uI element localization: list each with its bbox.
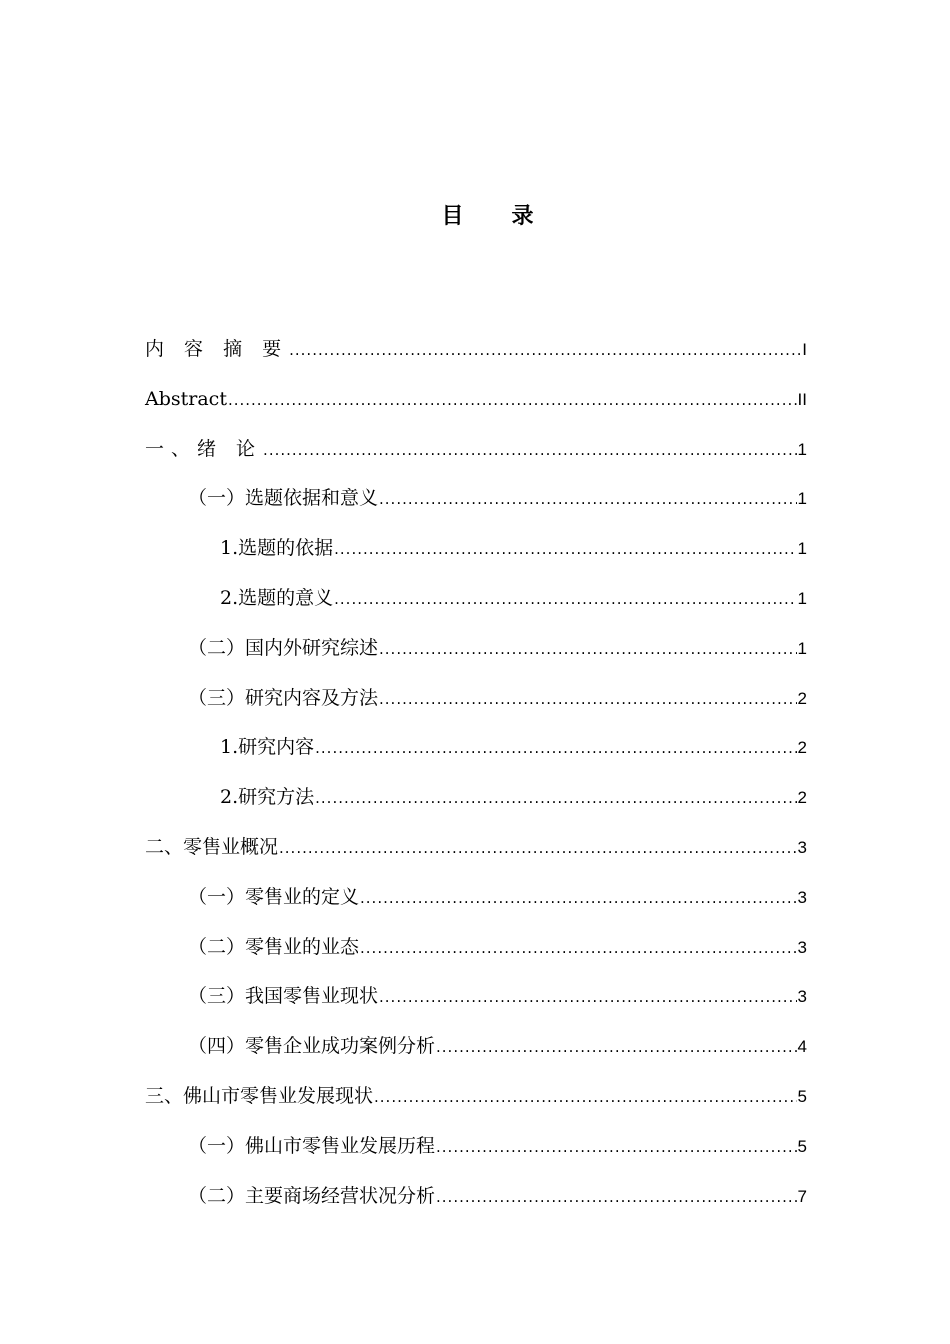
toc-entry[interactable] <box>145 333 807 383</box>
toc-entry[interactable] <box>145 781 807 831</box>
toc-dot-leader <box>360 882 797 914</box>
toc-title <box>0 199 950 230</box>
toc-entry-label: Abstract <box>145 387 227 410</box>
toc-page-number: 2 <box>797 788 807 808</box>
toc-dot-leader <box>436 1181 797 1213</box>
toc-dot-leader <box>379 483 797 515</box>
toc-entry-label: （三）我国零售业现状 <box>188 985 379 1008</box>
toc-page-number: 3 <box>797 987 807 1007</box>
toc-entry[interactable] <box>145 632 807 682</box>
toc-dot-leader <box>436 1031 797 1063</box>
toc-page-number: 1 <box>797 539 807 559</box>
toc-dot-leader <box>360 932 797 964</box>
toc-entry[interactable] <box>145 881 807 931</box>
toc-entry-label: 2.选题的意义 <box>220 586 334 609</box>
toc-entry-label: 三、佛山市零售业发展现状 <box>145 1084 374 1107</box>
toc-dot-leader <box>315 732 796 764</box>
toc-dot-leader <box>315 782 796 814</box>
toc-page-number: 4 <box>797 1037 807 1057</box>
toc-page-number: I <box>802 340 807 359</box>
toc-entry[interactable] <box>145 433 807 483</box>
toc-entry[interactable] <box>145 383 807 433</box>
toc-page-number: 1 <box>797 489 807 509</box>
toc-entry[interactable] <box>145 482 807 532</box>
toc-entry[interactable] <box>145 1080 807 1130</box>
toc-page-number: 3 <box>797 887 807 907</box>
toc-dot-leader <box>334 583 796 615</box>
toc-entry[interactable] <box>145 1180 807 1230</box>
toc-entry-label: 二、零售业概况 <box>145 835 279 858</box>
toc-page-number: II <box>797 389 807 409</box>
toc-entry[interactable] <box>145 731 807 781</box>
toc-list <box>145 333 807 1229</box>
toc-entry-label: （四）零售企业成功案例分析 <box>188 1035 436 1058</box>
toc-entry-label: （二）国内外研究综述 <box>188 636 379 659</box>
toc-dot-leader <box>379 633 797 665</box>
toc-dot-leader <box>379 981 797 1013</box>
toc-dot-leader <box>379 683 797 715</box>
toc-entry[interactable] <box>145 582 807 632</box>
toc-page-number: 1 <box>797 588 807 608</box>
toc-dot-leader <box>228 384 797 416</box>
toc-entry[interactable] <box>145 1130 807 1180</box>
toc-page-number: 7 <box>797 1186 807 1206</box>
toc-entry-label: 内 容 摘 要 <box>145 338 289 360</box>
toc-title-char: 录 <box>511 202 534 229</box>
toc-page-number: 1 <box>797 439 807 459</box>
toc-entry-label: （一）佛山市零售业发展历程 <box>188 1134 436 1157</box>
toc-entry[interactable] <box>145 682 807 732</box>
toc-title-char: 目 <box>441 202 464 229</box>
toc-page-number: 5 <box>797 1086 807 1106</box>
toc-entry-label: 一、绪 论 <box>145 437 263 460</box>
toc-entry-label: 2.研究方法 <box>220 786 315 809</box>
toc-page-number: 2 <box>797 688 807 708</box>
toc-page-number: 1 <box>797 638 807 658</box>
toc-page-number: 5 <box>797 1136 807 1156</box>
toc-dot-leader <box>334 533 796 565</box>
toc-dot-leader <box>289 334 801 366</box>
toc-dot-leader <box>279 832 797 864</box>
toc-entry[interactable] <box>145 980 807 1030</box>
toc-page-number: 3 <box>797 837 807 857</box>
toc-entry-label: （二）零售业的业态 <box>188 935 360 958</box>
toc-entry-label: 1.研究内容 <box>220 736 315 759</box>
toc-dot-leader <box>436 1131 797 1163</box>
toc-entry-label: 1.选题的依据 <box>220 537 334 560</box>
toc-entry[interactable] <box>145 1030 807 1080</box>
toc-page-number: 3 <box>797 937 807 957</box>
toc-page-number: 2 <box>797 738 807 758</box>
toc-entry-label: （三）研究内容及方法 <box>188 686 379 709</box>
toc-entry-label: （二）主要商场经营状况分析 <box>188 1184 436 1207</box>
toc-entry[interactable] <box>145 931 807 981</box>
toc-dot-leader <box>374 1081 797 1113</box>
toc-entry-label: （一）选题依据和意义 <box>188 487 379 510</box>
toc-entry[interactable] <box>145 831 807 881</box>
toc-entry[interactable] <box>145 532 807 582</box>
toc-dot-leader <box>263 434 796 466</box>
toc-entry-label: （一）零售业的定义 <box>188 885 360 908</box>
